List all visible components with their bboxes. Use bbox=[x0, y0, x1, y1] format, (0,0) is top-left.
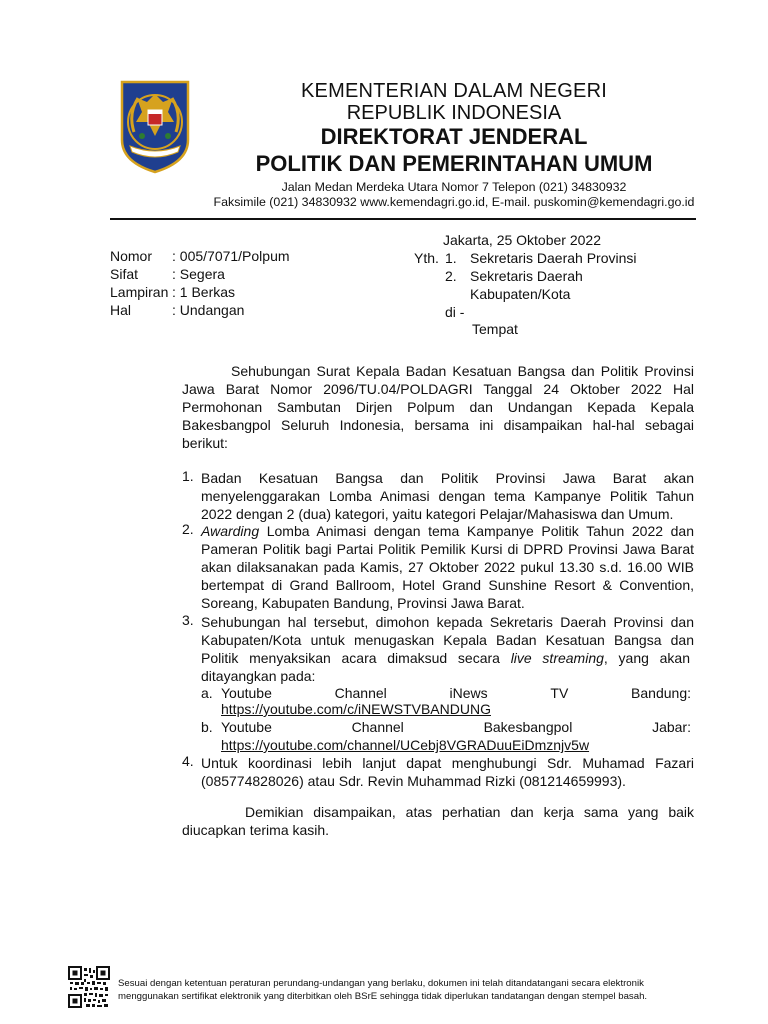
subitem-b-word: Bakesbangpol bbox=[483, 719, 573, 735]
contact-line: Faksimile (021) 34830932 www.kemendagri.go.id, E-mail. puskomin@kemendagri.go.id bbox=[213, 195, 695, 209]
item-3-line: Kabupaten/Kota untuk menugaskan Kepala Badan Kesatuan Bangsa dan bbox=[201, 632, 694, 648]
intro-line: Bakesbangpol Seluruh Indonesia, bersama ini disampaikan hal-hal sebagai bbox=[182, 417, 694, 433]
di-label: di - bbox=[445, 304, 465, 320]
item-3-emphasis: live streaming bbox=[510, 650, 604, 666]
nomor-label: Nomor bbox=[110, 248, 153, 264]
intro-line: Permohonan Sambutan Dirjen Polpum dan Undangan Kepada Kepala bbox=[182, 399, 694, 415]
inews-youtube-link[interactable]: https://youtube.com/c/iNEWSTVBANDUNG bbox=[221, 701, 491, 717]
subitem-b-word: Channel bbox=[351, 719, 404, 735]
ministry-logo bbox=[118, 78, 192, 174]
item-4-line: (085774828026) atau Sdr. Revin Muhammad Rizki (081214659993). bbox=[201, 773, 626, 789]
intro-line: Sehubungan Surat Kepala Badan Kesatuan Bangsa dan Politik Provinsi bbox=[231, 363, 694, 379]
item-3-line: ditayangkan pada: bbox=[201, 668, 316, 684]
recipient-2: Sekretaris Daerah bbox=[470, 268, 583, 284]
item-4-number: 4. bbox=[182, 753, 194, 769]
item-2-emphasis: Awarding bbox=[201, 523, 260, 539]
intro-line: berikut: bbox=[182, 435, 228, 451]
item-3-text: , yang akan bbox=[603, 650, 690, 666]
item-4-line: Untuk koordinasi lebih lanjut dapat menghubungi Sdr. Muhamad Fazari bbox=[201, 755, 694, 771]
ministry-name: KEMENTERIAN DALAM NEGERI bbox=[301, 80, 607, 102]
country-name: REPUBLIK INDONESIA bbox=[346, 102, 562, 124]
recipient-2-continued: Kabupaten/Kota bbox=[470, 286, 571, 302]
closing-line: diucapkan terima kasih. bbox=[182, 822, 330, 838]
item-1-line: Badan Kesatuan Bangsa dan Politik Provinsi Jawa Barat akan bbox=[201, 470, 694, 486]
subitem-b-label: b. bbox=[201, 719, 213, 735]
item-2-line: bertempat di Grand Ballroom, Hotel Grand Sunshine Resort & Convention, bbox=[201, 577, 694, 593]
recipient-1-number: 1. bbox=[445, 250, 457, 266]
item-3-line: Sehubungan hal tersebut, dimohon kepada Sekretaris Daerah Provinsi dan bbox=[201, 614, 694, 630]
intro-line: Jawa Barat Nomor 2096/TU.04/POLDAGRI Tanggal 24 Oktober 2022 Hal bbox=[182, 381, 694, 397]
directorate-name: DIREKTORAT JENDERAL bbox=[320, 124, 588, 149]
bakesbangpol-youtube-link[interactable]: https://youtube.com/channel/UCebj8VGRADuuEiDmznjv5w bbox=[221, 737, 590, 753]
hal-value: : Undangan bbox=[172, 302, 245, 318]
division-name: POLITIK DAN PEMERINTAHAN UMUM bbox=[255, 151, 653, 176]
yth-label: Yth. bbox=[414, 250, 439, 266]
subitem-b-word: Jabar: bbox=[652, 719, 691, 735]
item-3-line bbox=[201, 649, 690, 667]
item-2-line: akan dilaksanakan pada Kamis, 27 Oktober 2022 pukul 13.30 s.d. 16.00 WIB bbox=[201, 559, 694, 575]
lampiran-value: : 1 Berkas bbox=[172, 284, 236, 300]
sifat-label: Sifat bbox=[110, 266, 139, 282]
item-2-line: Pameran Politik bagi Partai Politik Pemilik Kursi di DPRD Provinsi Jawa Barat bbox=[201, 541, 694, 557]
item-2-line bbox=[201, 522, 694, 540]
subitem-b-word: Youtube bbox=[221, 719, 272, 735]
item-3-text: Politik menyaksikan acara dimaksud secara bbox=[201, 650, 511, 666]
item-1-line: menyelenggarakan Lomba Animasi dengan tema Kampanye Politik Tahun bbox=[201, 488, 694, 504]
subitem-a-word: Bandung: bbox=[631, 685, 691, 701]
item-1-line: 2022 dengan 2 (dua) kategori, yaitu kategori Pelajar/Mahasiswa dan Umum. bbox=[201, 506, 674, 522]
qr-code-icon bbox=[68, 966, 110, 1008]
letter-date: Jakarta, 25 Oktober 2022 bbox=[443, 232, 601, 248]
subitem-a-label: a. bbox=[201, 685, 213, 701]
nomor-value: : 005/7071/Polpum bbox=[172, 248, 290, 264]
header-divider bbox=[110, 218, 696, 220]
subitem-a-word: TV bbox=[550, 685, 569, 701]
closing-line: Demikian disampaikan, atas perhatian dan kerja sama yang baik bbox=[245, 804, 694, 820]
item-3-number: 3. bbox=[182, 612, 194, 628]
item-2-line: Soreang, Kabupaten Bandung, Provinsi Jawa Barat. bbox=[201, 595, 525, 611]
subitem-a-word: Channel bbox=[334, 685, 387, 701]
lampiran-label: Lampiran bbox=[110, 284, 169, 300]
recipient-1: Sekretaris Daerah Provinsi bbox=[470, 250, 637, 266]
recipient-2-number: 2. bbox=[445, 268, 457, 284]
sifat-value: : Segera bbox=[172, 266, 225, 282]
subitem-b-text bbox=[221, 718, 691, 736]
hal-label: Hal bbox=[110, 302, 132, 318]
tempat-label: Tempat bbox=[472, 321, 518, 337]
esign-notice bbox=[118, 977, 647, 1003]
esign-notice-line: menggunakan sertifikat elektronik yang diterbitkan oleh BSrE sehingga tidak diperlukan tandatangan dengan stempel basah. bbox=[118, 991, 648, 1002]
item-1-number: 1. bbox=[182, 468, 194, 484]
item-2-text: Lomba Animasi dengan tema Kampanye Politik Tahun 2022 dan bbox=[259, 523, 694, 539]
esign-notice-line: Sesuai dengan ketentuan peraturan perundang-undangan yang berlaku, dokumen ini telah ditandatangani secara elektronik bbox=[118, 978, 644, 989]
subitem-a-word: Youtube bbox=[221, 685, 272, 701]
item-2-number: 2. bbox=[182, 521, 194, 537]
address-line: Jalan Medan Merdeka Utara Nomor 7 Telepon (021) 34830932 bbox=[281, 180, 627, 194]
subitem-a-word: iNews bbox=[449, 685, 488, 701]
